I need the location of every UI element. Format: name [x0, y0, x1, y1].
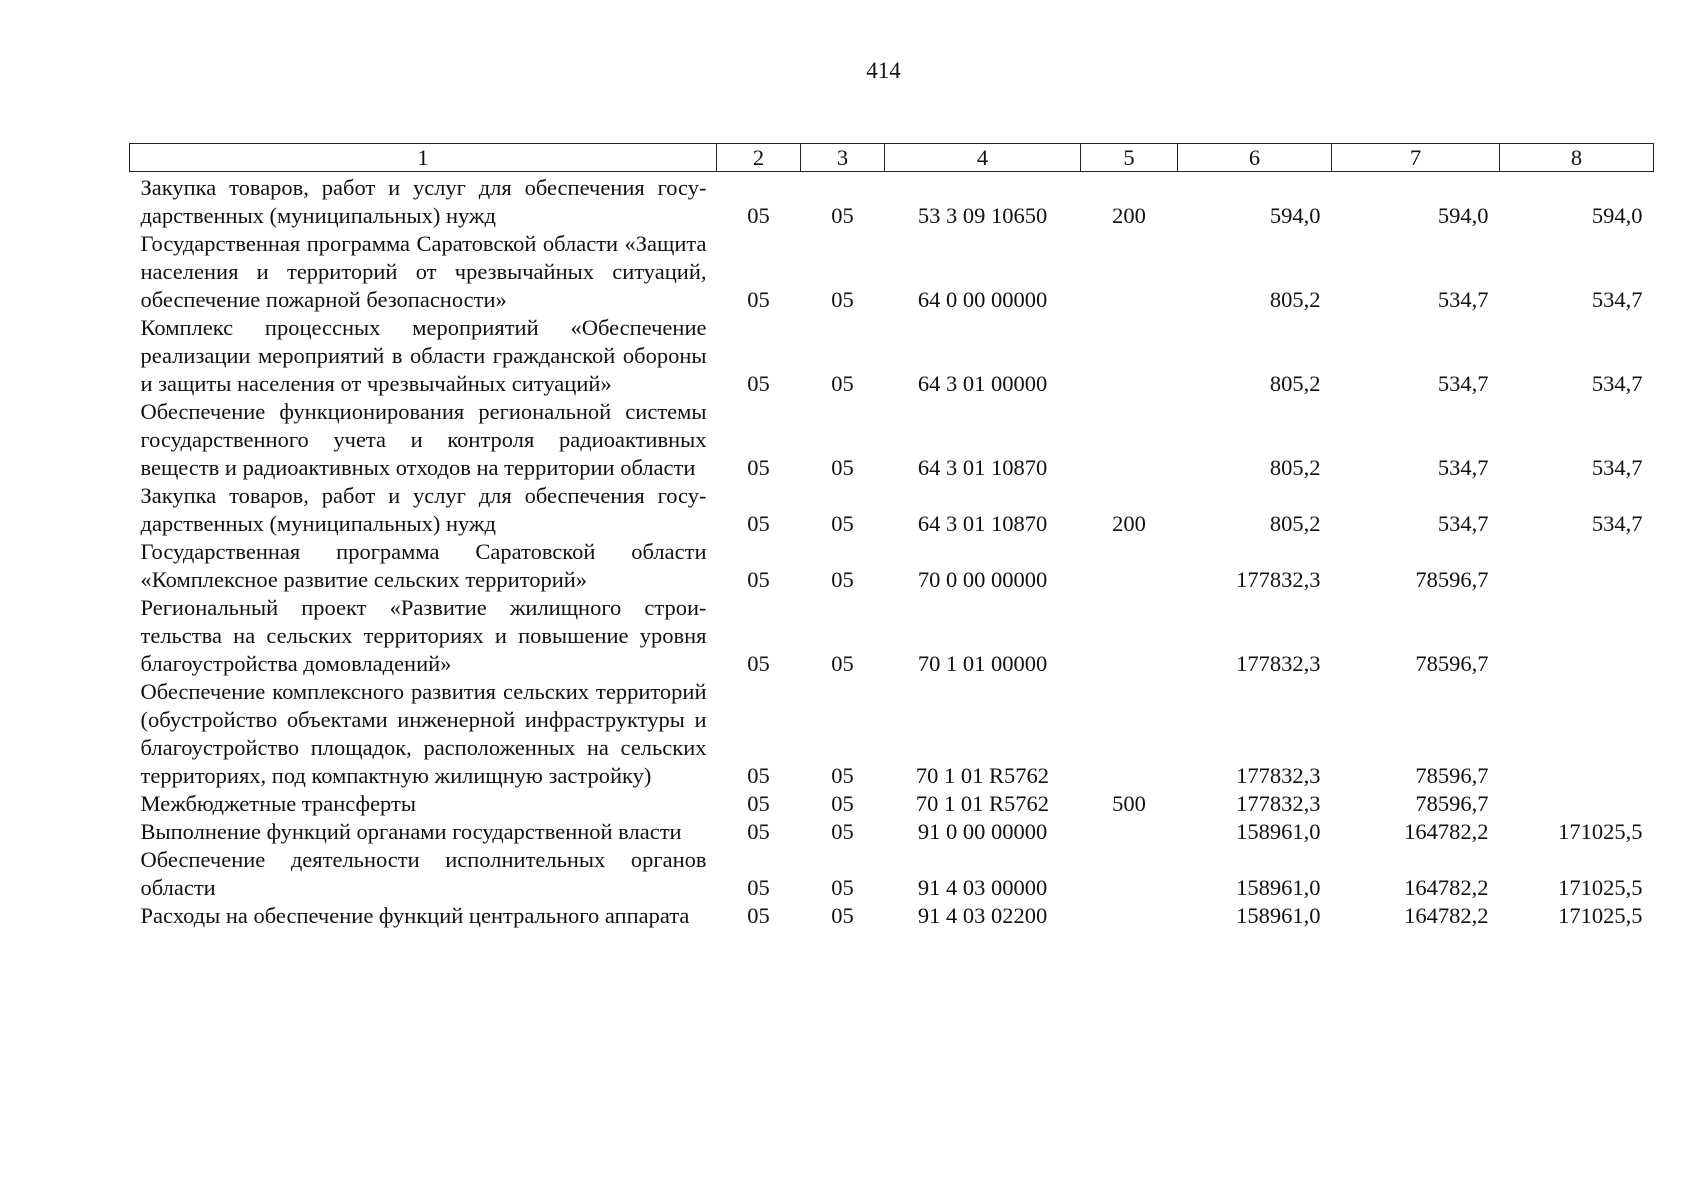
amount-col7-cell: 594,0 [1437, 203, 1489, 228]
section-code-cell: 05 [747, 511, 770, 536]
column-header: 7 [1332, 144, 1500, 172]
amount-col7-cell: 534,7 [1437, 371, 1489, 396]
amount-col8-cell: 594,0 [1591, 203, 1643, 228]
amount-col7-cell: 78596,7 [1415, 567, 1489, 592]
expense-type-cell [1081, 818, 1178, 846]
section-code-cell: 05 [747, 791, 770, 816]
amount-col6-cell: 158961,0 [1236, 875, 1321, 900]
table-row [130, 846, 1654, 902]
amount-col8-cell [1500, 594, 1654, 678]
table-row [130, 230, 1654, 314]
table-row [130, 818, 1654, 846]
target-article-cell: 70 1 01 R5762 [915, 763, 1050, 788]
amount-col7-cell: 164782,2 [1404, 819, 1489, 844]
expense-type-cell: 500 [1112, 791, 1146, 816]
amount-col8-cell: 534,7 [1591, 371, 1643, 396]
table-header [130, 144, 1654, 172]
subsection-code-cell: 05 [831, 903, 854, 928]
amount-col8-cell: 171025,5 [1558, 819, 1643, 844]
column-header: 8 [1500, 144, 1654, 172]
subsection-code-cell: 05 [831, 567, 854, 592]
table-row [130, 172, 1654, 231]
target-article-cell: 70 1 01 00000 [917, 651, 1048, 676]
target-article-cell: 64 3 01 10870 [917, 511, 1048, 536]
expense-type-cell [1081, 314, 1178, 398]
row-name-cell: Межбюджетные трансферты [140, 791, 416, 816]
section-code-cell: 05 [747, 287, 770, 312]
row-name-cell: Закупка товаров, работ и услуг для обеспечения государственных (муниципальных) нужд [140, 483, 707, 536]
section-code-cell: 05 [747, 763, 770, 788]
section-code-cell: 05 [747, 819, 770, 844]
amount-col6-cell: 177832,3 [1236, 567, 1321, 592]
subsection-code-cell: 05 [831, 875, 854, 900]
amount-col6-cell: 158961,0 [1236, 819, 1321, 844]
amount-col8-cell: 534,7 [1591, 455, 1643, 480]
expense-type-cell: 200 [1112, 203, 1146, 228]
row-name-cell: Обеспечение функционирования региональной системы государственного учета и контроля радиоактивных веществ и радиоактивных отходов на территории области [140, 399, 707, 480]
expense-type-cell [1081, 678, 1178, 790]
target-article-cell: 64 3 01 10870 [917, 455, 1048, 480]
amount-col7-cell: 164782,2 [1404, 903, 1489, 928]
row-name-cell: Обеспечение деятельности исполнительных органов области [140, 847, 707, 900]
row-name-cell: Комплекс процессных мероприятий «Обеспечение реализации мероприятий в области гражданской обороны и защиты населения от чрезвычайных ситуаций» [140, 315, 707, 396]
row-name-cell: Расходы на обеспечение функций центрального аппарата [140, 903, 690, 928]
subsection-code-cell: 05 [831, 791, 854, 816]
table-row [130, 902, 1654, 930]
subsection-code-cell: 05 [831, 203, 854, 228]
target-article-cell: 53 3 09 10650 [917, 203, 1048, 228]
subsection-code-cell: 05 [831, 763, 854, 788]
table-row [130, 314, 1654, 398]
subsection-code-cell: 05 [831, 819, 854, 844]
subsection-code-cell: 05 [831, 511, 854, 536]
target-article-cell: 64 3 01 00000 [917, 371, 1048, 396]
row-name-cell: Государственная программа Саратовской области «Защита населения и территорий от чрезвычайных ситуаций, обеспечение пожарной безопасности» [140, 231, 707, 312]
subsection-code-cell: 05 [831, 651, 854, 676]
subsection-code-cell: 05 [831, 371, 854, 396]
section-code-cell: 05 [747, 567, 770, 592]
target-article-cell: 91 0 00 00000 [917, 819, 1048, 844]
table-row [130, 482, 1654, 538]
subsection-code-cell: 05 [831, 287, 854, 312]
amount-col8-cell: 171025,5 [1558, 875, 1643, 900]
amount-col7-cell: 78596,7 [1415, 791, 1489, 816]
column-header: 4 [885, 144, 1081, 172]
section-code-cell: 05 [747, 455, 770, 480]
section-code-cell: 05 [747, 371, 770, 396]
expense-type-cell [1081, 846, 1178, 902]
page-number: 414 [866, 58, 901, 83]
table-body [130, 172, 1654, 931]
amount-col6-cell: 805,2 [1269, 455, 1321, 480]
amount-col7-cell: 534,7 [1437, 287, 1489, 312]
column-header: 5 [1081, 144, 1178, 172]
amount-col8-cell [1500, 678, 1654, 790]
table-row [130, 790, 1654, 818]
amount-col8-cell [1500, 790, 1654, 818]
section-code-cell: 05 [747, 875, 770, 900]
amount-col7-cell: 534,7 [1437, 455, 1489, 480]
amount-col6-cell: 177832,3 [1236, 791, 1321, 816]
expense-type-cell [1081, 902, 1178, 930]
amount-col8-cell: 534,7 [1591, 287, 1643, 312]
target-article-cell: 70 1 01 R5762 [915, 791, 1050, 816]
amount-col6-cell: 177832,3 [1236, 763, 1321, 788]
amount-col8-cell: 171025,5 [1558, 903, 1643, 928]
amount-col6-cell: 594,0 [1269, 203, 1321, 228]
header-row [130, 144, 1654, 172]
amount-col7-cell: 78596,7 [1415, 651, 1489, 676]
section-code-cell: 05 [747, 651, 770, 676]
target-article-cell: 91 4 03 00000 [917, 875, 1048, 900]
table-row [130, 594, 1654, 678]
column-header: 6 [1178, 144, 1332, 172]
target-article-cell: 91 4 03 02200 [917, 903, 1048, 928]
expense-type-cell [1081, 398, 1178, 482]
amount-col6-cell: 805,2 [1269, 511, 1321, 536]
row-name-cell: Региональный проект «Развитие жилищного строительства на сельских территориях и повышение уровня благоустройства домовладений» [140, 595, 707, 676]
expense-type-cell [1081, 594, 1178, 678]
target-article-cell: 70 0 00 00000 [917, 567, 1048, 592]
amount-col6-cell: 805,2 [1269, 371, 1321, 396]
row-name-cell: Закупка товаров, работ и услуг для обеспечения государственных (муниципальных) нужд [140, 175, 707, 228]
row-name-cell: Обеспечение комплексного развития сельских территорий (обустройство объектами инженерной инфраструктуры и благоустройство площадок, расположенных на сельских территориях, под компактную жилищную застройку) [140, 679, 707, 788]
amount-col6-cell: 805,2 [1269, 287, 1321, 312]
section-code-cell: 05 [747, 903, 770, 928]
expense-type-cell [1081, 230, 1178, 314]
amount-col8-cell [1500, 538, 1654, 594]
section-code-cell: 05 [747, 203, 770, 228]
row-name-cell: Государственная программа Саратовской области «Комплексное развитие сельских территорий» [140, 539, 707, 592]
amount-col6-cell: 158961,0 [1236, 903, 1321, 928]
table-row [130, 678, 1654, 790]
row-name-cell: Выполнение функций органами государственной власти [140, 819, 682, 844]
column-header: 2 [717, 144, 801, 172]
subsection-code-cell: 05 [831, 455, 854, 480]
budget-table [129, 143, 1654, 930]
amount-col6-cell: 177832,3 [1236, 651, 1321, 676]
target-article-cell: 64 0 00 00000 [917, 287, 1048, 312]
amount-col7-cell: 78596,7 [1415, 763, 1489, 788]
column-header: 1 [130, 144, 717, 172]
table-row [130, 398, 1654, 482]
amount-col8-cell: 534,7 [1591, 511, 1643, 536]
expense-type-cell [1081, 538, 1178, 594]
amount-col7-cell: 164782,2 [1404, 875, 1489, 900]
table-row [130, 538, 1654, 594]
column-header: 3 [801, 144, 885, 172]
expense-type-cell: 200 [1112, 511, 1146, 536]
amount-col7-cell: 534,7 [1437, 511, 1489, 536]
